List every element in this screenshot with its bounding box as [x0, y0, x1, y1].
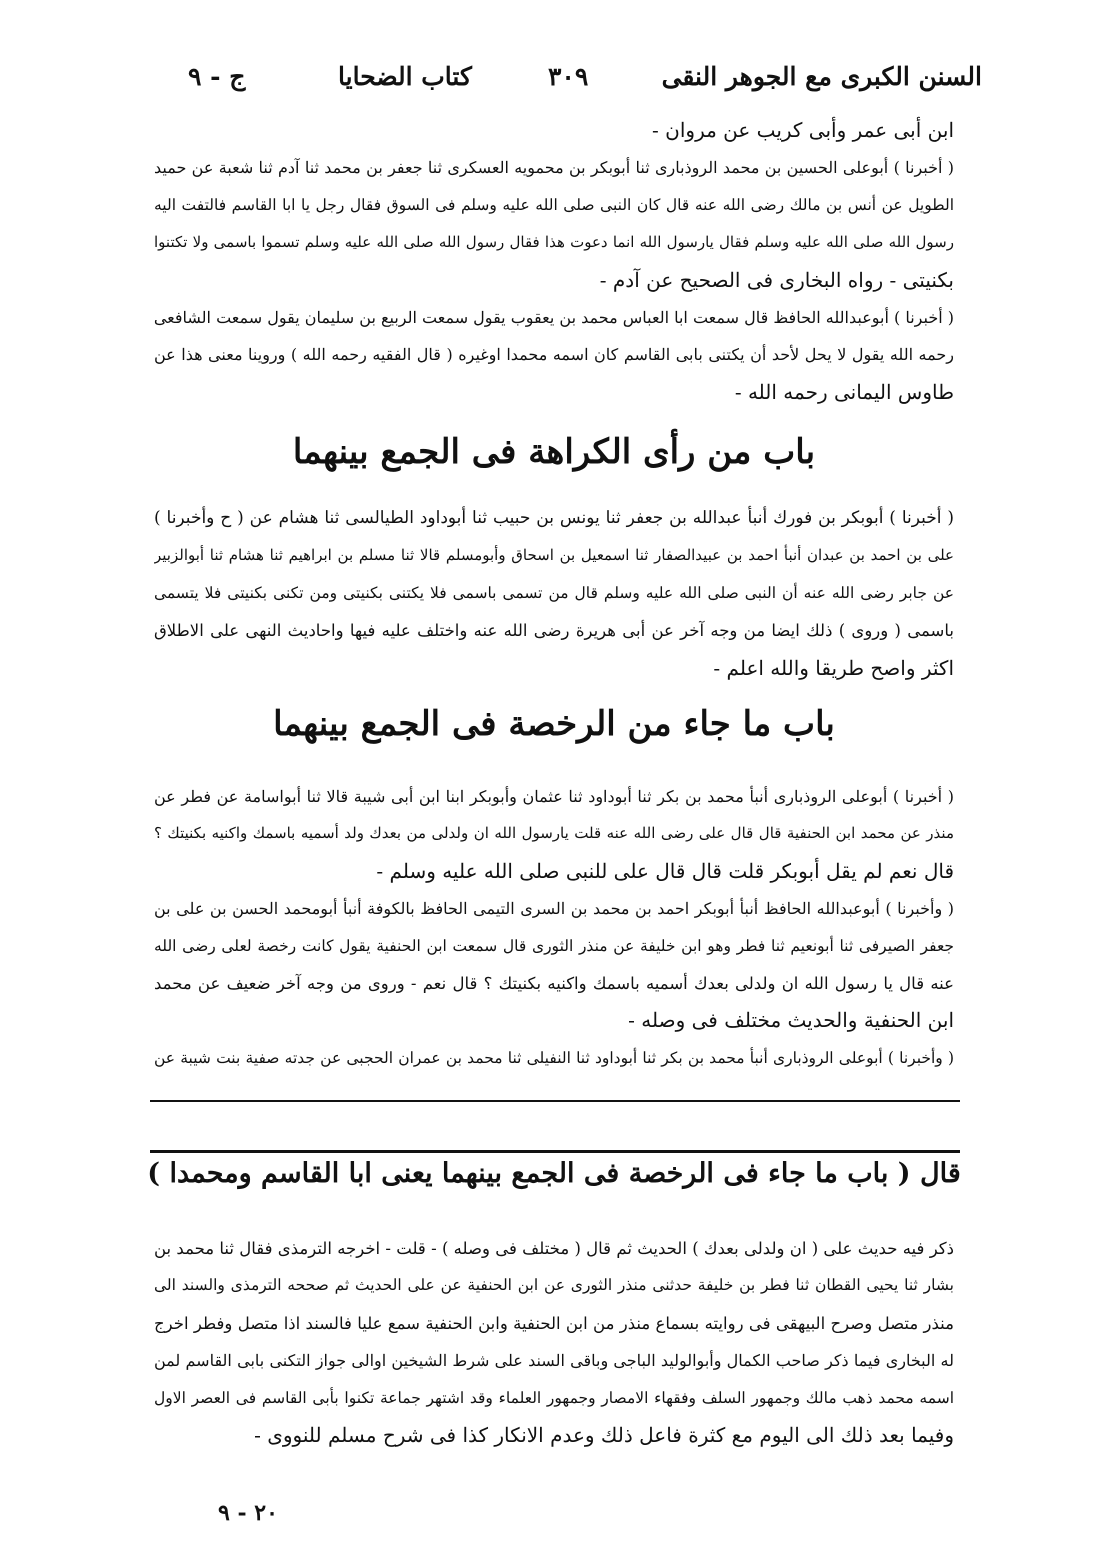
text-line: ابن الحنفية والحديث مختلف فى وصله -: [628, 1008, 954, 1033]
commentary-section: [154, 1230, 954, 1454]
text-line: منذر متصل وصرح البيهقى فى روايته بسماع منذر من ابن الحنفية وابن الحنفية سمع عليا فالسند اذا متصل وفطر اخرج: [154, 1313, 954, 1333]
text-line: له البخارى فيما ذكر صاحب الكمال وأبوالوليد الباجى وباقى السند على شرط الشيخين اوالى جواز التكنى بابى القاسم لمن: [154, 1351, 954, 1371]
signature-mark: ٢٠ - ٩: [218, 1500, 278, 1526]
text-line: باسمى ( وروى ) ذلك ايضا من وجه آخر عن أبى هريرة رضى الله عنه واختلف عليه فيها واحاديث النهى على الاطلاق: [154, 621, 954, 641]
text-line: رسول الله صلى الله عليه وسلم فقال يارسول الله انما دعوت هذا فقال رسول الله صلى الله عليه وسلم تسموا باسمى ولا تكتنوا: [154, 233, 954, 252]
text-line: ( وأخبرنا ) أبوعبدالله الحافظ أنبأ أبوبكر احمد بن محمد بن السرى التيمى الحافظ بالكوفة أنبأ أبومحمد الحسن بن على بن: [154, 899, 954, 919]
page-number: ٣٠٩: [548, 62, 589, 91]
text-line: عن جابر رضى الله عنه أن النبى صلى الله عليه وسلم قال من تسمى باسمى فلا يكتنى بكنيتى ومن تكنى بكنيتى فلا يتسمى: [154, 583, 954, 602]
text-line: ( أخبرنا ) أبوبكر بن فورك أنبأ عبدالله بن جعفر ثنا يونس بن حبيب ثنا أبوداود الطيالسى ثنا هشام عن ( ح وأخبرنا ): [154, 508, 954, 528]
text-line: ذكر فيه حديث على ( ان ولدلى بعدك ) الحديث ثم قال ( مختلف فى وصله ) - قلت - اخرجه الترمذى فقال ثنا محمد بن: [154, 1239, 954, 1258]
text-line: وفيما بعد ذلك الى اليوم مع كثرة فاعل ذلك وعدم الانكار كذا فى شرح مسلم للنووى -: [254, 1422, 954, 1447]
text-line: اكثر واصح طريقا والله اعلم -: [713, 655, 954, 680]
divider-rule: [150, 1100, 960, 1102]
text-line: رحمه الله يقول لا يحل لأحد أن يكتنى بابى القاسم كان اسمه محمدا اوغيره ( قال الفقيه رحمه الله ) وروينا معنى هذا عن: [154, 345, 954, 365]
volume-label: ج - ٩: [188, 62, 246, 91]
text-line: طاوس اليمانى رحمه الله -: [734, 379, 954, 404]
chapter-heading: باب ما جاء من الرخصة فى الجمع بينهما: [273, 704, 835, 744]
text-line: ( أخبرنا ) أبوعبدالله الحافظ قال سمعت ابا العباس محمد بن يعقوب يقول سمعت الربيع بن سليمان يقول سمعت الشافعى: [154, 307, 954, 327]
book-title: كتاب الضحايا: [338, 62, 472, 91]
text-line: الطويل عن أنس بن مالك رضى الله عنه قال كان النبى صلى الله عليه وسلم فى السوق فقال رجل يا ابا القاسم فالتفت اليه: [154, 195, 954, 214]
text-line: بشار ثنا يحيى القطان ثنا فطر بن خليفة حدثنى منذر الثورى عن ابن الحنفية عن على الحديث ثم صححه الترمذى والسند الى: [154, 1276, 954, 1295]
chapter-heading: باب من رأى الكراهة فى الجمع بينهما: [292, 432, 816, 472]
text-line: ابن أبى عمر وأبى كريب عن مروان -: [652, 118, 954, 142]
text-line: على بن احمد بن عبدان أنبأ احمد بن عبيدالصفار ثنا اسمعيل بن اسحاق وأبومسلم قالا ثنا مسلم بن ابراهيم ثنا هشام ثنا أبوالزبير: [154, 546, 954, 565]
text-line: بكنيتى - رواه البخارى فى الصحيح عن آدم -: [599, 267, 954, 292]
divider-rule: [150, 1150, 960, 1153]
text-line: قال نعم لم يقل أبوبكر قلت قال قال على للنبى صلى الله عليه وسلم -: [376, 858, 954, 883]
text-line: ( أخبرنا ) أبوعلى الروذبارى أنبأ محمد بن بكر ثنا أبوداود ثنا عثمان وأبوبكر ابنا ابن أبى شيبة قالا ثنا أبواسامة عن فطر عن: [154, 787, 954, 806]
text-section-top: [154, 112, 954, 411]
text-section-middle: [154, 500, 954, 687]
running-title: السنن الكبرى مع الجوهر النقى: [661, 62, 982, 91]
text-line: اسمه محمد ذهب مالك وجمهور السلف وفقهاء الامصار وجمهور العلماء وقد اشتهر جماعة تكنوا بأبى القاسم فى العصر الاول: [154, 1388, 954, 1407]
commentary-heading: قال ( باب ما جاء فى الرخصة فى الجمع بينهما يعنى ابا القاسم ومحمدا ): [147, 1158, 961, 1189]
text-line: ( أخبرنا ) أبوعلى الحسين بن محمد الروذبارى ثنا أبوبكر بن محمويه العسكرى ثنا جعفر بن محمد ثنا آدم ثنا شعبة عن حميد: [154, 158, 954, 178]
text-line: جعفر الصيرفى ثنا أبونعيم ثنا فطر وهو ابن خليفة عن منذر الثورى قال سمعت ابن الحنفية يقول كانت رخصة لعلى رضى الله: [154, 936, 954, 955]
text-line: عنه قال يا رسول الله ان ولدلى بعدك أسميه باسمك واكنيه بكنيتك ؟ قال نعم - وروى من وجه آخر ضعيف عن محمد: [154, 973, 954, 993]
text-line: منذر عن محمد ابن الحنفية قال قال على رضى الله عنه قلت يارسول الله ان ولدلى من بعدك ولد أسميه باسمك واكنيه بكنيتك ؟: [154, 824, 954, 843]
text-section-lower: [154, 778, 954, 1077]
text-line: ( وأخبرنا ) أبوعلى الروذبارى أنبأ محمد بن بكر ثنا أبوداود ثنا النفيلى ثنا محمد بن عمران الحجبى عن جدته صفية بنت شيبة عن: [154, 1048, 954, 1067]
